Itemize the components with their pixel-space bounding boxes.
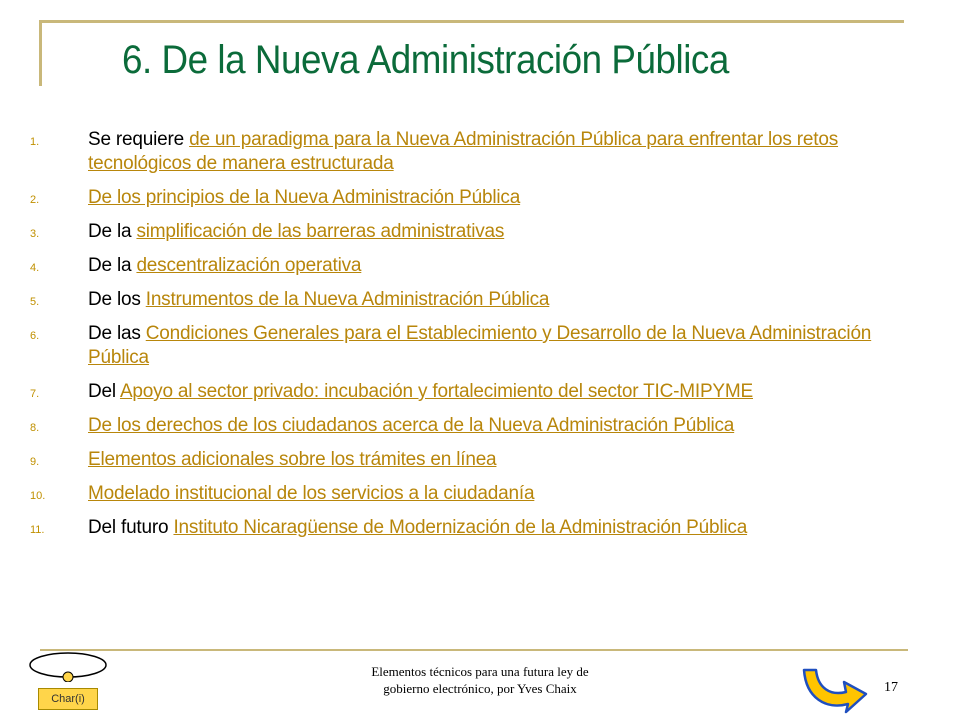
item-number: 7. — [30, 388, 40, 400]
item-number: 3. — [30, 228, 40, 240]
list-item — [30, 482, 910, 506]
item-prefix: Del — [88, 381, 120, 402]
item-link[interactable]: Elementos adicionales sobre los trámites en línea — [88, 449, 497, 470]
item-text — [88, 128, 910, 176]
item-prefix: De las — [88, 323, 146, 344]
char-info-button[interactable]: Char(i) — [38, 688, 98, 710]
item-number: 8. — [30, 422, 40, 434]
item-link[interactable]: Instrumentos de la Nueva Administración Pública — [145, 289, 550, 310]
item-text — [88, 380, 753, 404]
top-frame-line — [40, 20, 904, 23]
list-item — [30, 288, 910, 312]
orbit-icon — [28, 648, 114, 682]
footer-divider — [40, 649, 908, 651]
item-number: 2. — [30, 194, 40, 206]
footer-caption-line2: gobierno electrónico, por Yves Chaix — [383, 681, 577, 696]
item-text — [88, 220, 504, 244]
item-text — [88, 254, 361, 278]
list-item — [30, 322, 910, 370]
item-number: 11. — [30, 524, 45, 536]
left-frame-line — [39, 20, 42, 86]
item-link[interactable]: Condiciones Generales para el Establecimiento y Desarrollo de la Nueva Administración Pública — [88, 323, 872, 368]
item-link[interactable]: descentralización operativa — [136, 255, 362, 276]
item-number: 1. — [30, 136, 40, 148]
item-number: 10. — [30, 490, 46, 502]
slide-title: 6. De la Nueva Administración Pública — [122, 38, 729, 82]
item-text — [88, 516, 747, 540]
item-link[interactable]: Apoyo al sector privado: incubación y fortalecimiento del sector TIC-MIPYME — [119, 381, 753, 402]
item-link[interactable]: De los principios de la Nueva Administración Pública — [88, 187, 521, 208]
list-item — [30, 380, 910, 404]
list-item — [30, 220, 910, 244]
item-number: 9. — [30, 456, 40, 468]
footer-caption — [300, 663, 660, 697]
item-text — [88, 414, 734, 438]
next-arrow-icon[interactable] — [796, 664, 870, 714]
item-number: 5. — [30, 296, 40, 308]
item-number: 6. — [30, 330, 40, 342]
item-link[interactable]: simplificación de las barreras administrativas — [136, 221, 505, 242]
list-item — [30, 448, 910, 472]
item-prefix: De los — [88, 289, 146, 310]
item-link[interactable]: De los derechos de los ciudadanos acerca de la Nueva Administración Pública — [88, 415, 735, 436]
topic-list — [30, 128, 910, 550]
item-link[interactable]: de un paradigma para la Nueva Administración Pública para enfrentar los retos tecnológicos de manera estructurada — [88, 129, 839, 174]
item-text — [88, 322, 910, 370]
item-prefix: Del futuro — [88, 517, 174, 538]
item-link[interactable]: Modelado institucional de los servicios a la ciudadanía — [88, 483, 535, 504]
list-item — [30, 414, 910, 438]
item-prefix: De la — [88, 255, 137, 276]
item-prefix: De la — [88, 221, 137, 242]
item-text — [88, 288, 549, 312]
item-link[interactable]: Instituto Nicaragüense de Modernización de la Administración Pública — [173, 517, 748, 538]
item-number: 4. — [30, 262, 40, 274]
item-text — [88, 186, 520, 210]
list-item — [30, 254, 910, 278]
item-text — [88, 482, 534, 506]
item-prefix: Se requiere — [88, 129, 190, 150]
item-text — [88, 448, 496, 472]
page-number: 17 — [884, 680, 898, 695]
list-item — [30, 128, 910, 176]
footer-caption-line1: Elementos técnicos para una futura ley de — [371, 664, 589, 679]
list-item — [30, 516, 910, 540]
list-item — [30, 186, 910, 210]
